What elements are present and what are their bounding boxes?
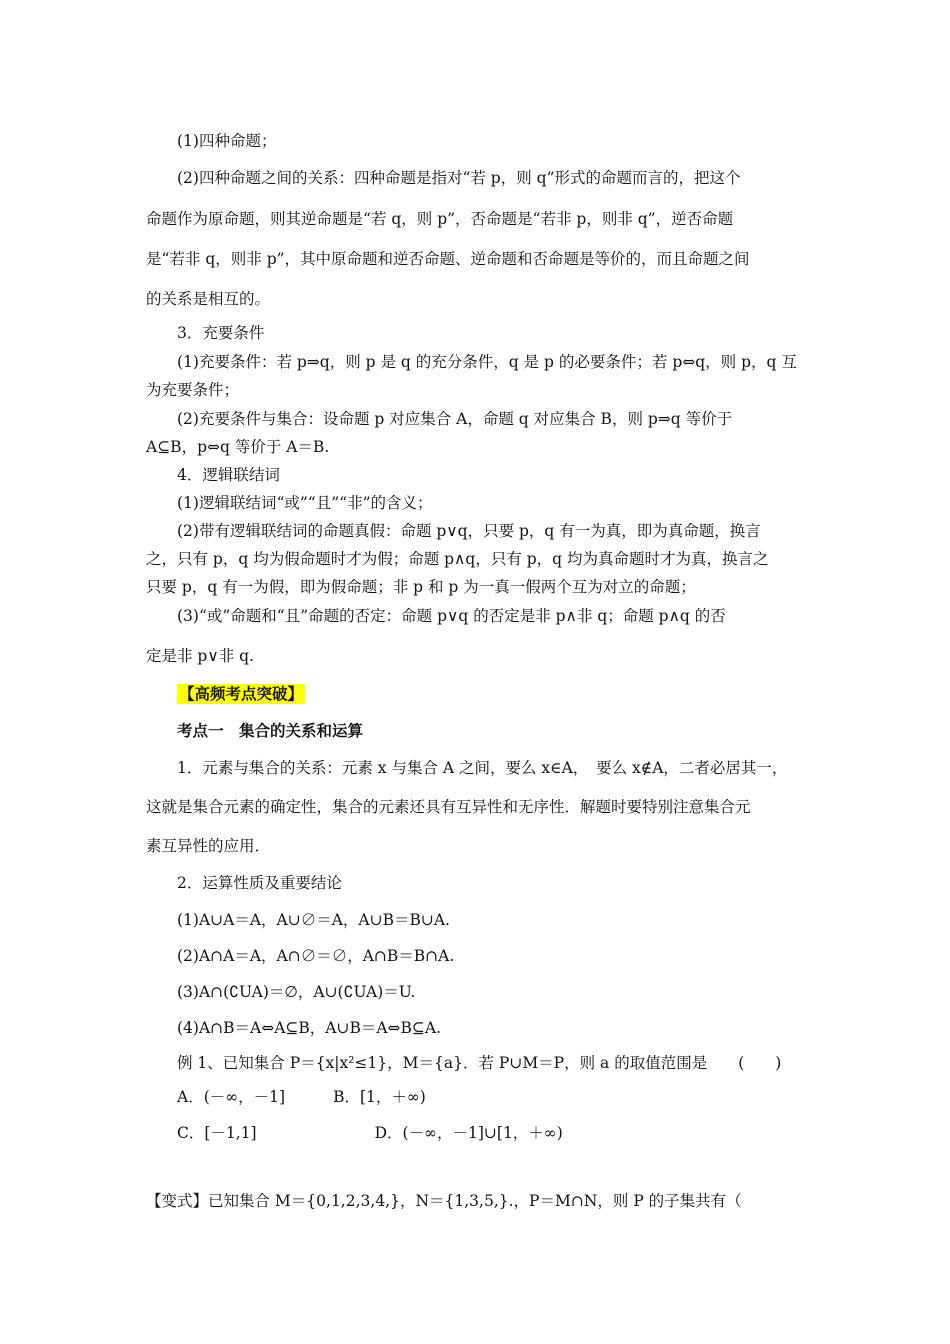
text-line: 这就是集合元素的确定性，集合的元素还具有互异性和无序性．解题时要特别注意集合元 bbox=[146, 798, 751, 816]
formula-line: (2)A∩A＝A，A∩∅＝∅，A∩B＝B∩A. bbox=[177, 947, 455, 965]
text-line: 定是非 p∨非 q. bbox=[146, 647, 254, 665]
text-line: (1)充要条件：若 p⇒q，则 p 是 q 的充分条件，q 是 p 的必要条件；若 p⇔q，则 p，q 互 bbox=[177, 353, 797, 371]
highlight-heading bbox=[177, 684, 305, 704]
text-line: (2)四种命题之间的关系：四种命题是指对“若 p，则 q”形式的命题而言的，把这个 bbox=[177, 169, 741, 187]
text-line: 1．元素与集合的关系：元素 x 与集合 A 之间，要么 x∈A， 要么 x∉A，二者必居其一， bbox=[177, 759, 788, 777]
formula-line: (3)A∩(∁UA)＝∅，A∪(∁UA)＝U. bbox=[177, 983, 416, 1001]
variant-question: 【变式】已知集合 M＝{0,1,2,3,4,}，N＝{1,3,5,}.，P＝M∩N，则 P 的子集共有（ bbox=[146, 1192, 742, 1210]
text-line: (1)逻辑联结词“或”“且”“非”的含义； bbox=[177, 494, 433, 512]
text-line: 素互异性的应用． bbox=[146, 837, 271, 855]
section-heading: 4．逻辑联结词 bbox=[177, 466, 280, 484]
section-heading: 3．充要条件 bbox=[177, 324, 265, 342]
option-row-1 bbox=[177, 1087, 426, 1107]
text-line: (1)四种命题； bbox=[177, 132, 277, 150]
topic-heading: 考点一 集合的关系和运算 bbox=[177, 722, 364, 740]
text-line: (2)充要条件与集合：设命题 p 对应集合 A，命题 q 对应集合 B，则 p⇒q 等价于 bbox=[177, 410, 733, 428]
option-row-2 bbox=[177, 1123, 563, 1143]
example-question: 例 1、已知集合 P＝{x|x²≤1}，M＝{a}．若 P∪M＝P，则 a 的取值范围是 ( ) bbox=[177, 1054, 782, 1072]
formula-line: (4)A∩B＝A⇔A⊆B，A∪B＝A⇔B⊆A. bbox=[177, 1019, 442, 1037]
text-line: (3)“或”命题和“且”命题的否定：命题 p∨q 的否定是非 p∧非 q；命题 p∧q 的否 bbox=[177, 607, 726, 625]
text-line: 只要 p，q 有一为假，即为假命题；非 p 和 p 为一真一假两个互为对立的命题； bbox=[146, 578, 696, 596]
formula-line: (1)A∪A＝A，A∪∅＝A，A∪B＝B∪A. bbox=[177, 911, 450, 929]
text-line: (2)带有逻辑联结词的命题真假：命题 p∨q，只要 p，q 有一为真，即为真命题，换言 bbox=[177, 522, 761, 540]
option-b: B．[1，＋∞) bbox=[333, 1088, 426, 1106]
option-a: A．(－∞，－1] bbox=[177, 1088, 286, 1106]
text-line: 为充要条件； bbox=[146, 381, 240, 399]
option-d: D．(－∞，－1]∪[1，＋∞) bbox=[374, 1124, 563, 1142]
text-line: A⊆B，p⇔q 等价于 A＝B. bbox=[146, 438, 330, 456]
text-line: 的关系是相互的。 bbox=[146, 290, 271, 308]
highlight-heading-text: 【高频考点突破】 bbox=[179, 685, 304, 703]
text-line: 命题作为原命题，则其逆命题是“若 q，则 p”，否命题是“若非 p，则非 q”，逆否命题 bbox=[146, 210, 734, 228]
text-line: 之，只有 p，q 均为假命题时才为假；命题 p∧q，只有 p，q 均为真命题时才为真，换言之 bbox=[146, 550, 769, 568]
option-c: C．[－1,1] bbox=[177, 1124, 257, 1142]
text-line: 2．运算性质及重要结论 bbox=[177, 874, 342, 892]
text-line: 是“若非 q，则非 p”，其中原命题和逆否命题、逆命题和否命题是等价的，而且命题之间 bbox=[146, 250, 750, 268]
